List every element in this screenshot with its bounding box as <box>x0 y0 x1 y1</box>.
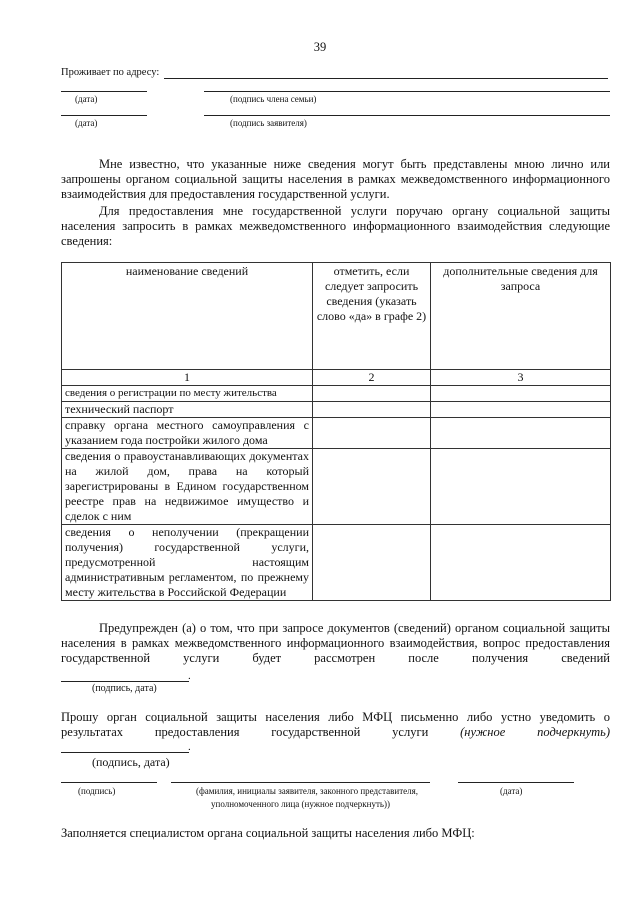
family-signature-label: (подпись члена семьи) <box>230 94 317 104</box>
paragraph-warning: Предупрежден (а) о том, что при запросе документов (сведений) органом социальной защиты населения в рамках межведомственного информационного взаимодействия, вопрос предоставления государственной услуги будет рассмотрен после получения сведений <box>61 621 610 665</box>
row-extra-cell[interactable] <box>431 449 611 525</box>
table-row <box>62 449 611 525</box>
row-extra-cell[interactable] <box>431 402 611 418</box>
address-label: Проживает по адресу: <box>61 67 160 78</box>
row-name: сведения о регистрации по месту жительства <box>62 386 313 402</box>
row-mark-cell[interactable] <box>313 402 431 418</box>
date-label-2: (дата) <box>75 118 98 128</box>
date-line-2 <box>61 115 147 116</box>
header-extra: дополнительные сведения для запроса <box>431 263 611 370</box>
signature-date-label-1: (подпись, дата) <box>92 683 157 694</box>
row-mark-cell[interactable] <box>313 418 431 449</box>
date-label-1: (дата) <box>75 94 98 104</box>
bottom-signature-label: (подпись) <box>78 786 116 796</box>
row-name: сведения о правоустанавливающих документах на жилой дом, права на который зарегистрированы в Едином государственном реестре прав на недвижимое имущество и сделок с ним <box>62 449 313 525</box>
request-table <box>61 262 611 601</box>
applicant-signature-label: (подпись заявителя) <box>230 118 307 128</box>
table-header-row <box>62 263 611 370</box>
bottom-date-line <box>458 782 574 783</box>
row-name: сведения о неполучении (прекращении получения) государственной услуги, предусмотренной настоящим административным регламентом, по прежнему месту жительства в Российской Федерации <box>62 525 313 601</box>
col-number: 3 <box>431 370 611 386</box>
paragraph-known-info: Мне известно, что указанные ниже сведения могут быть представлены мною лично или запрошены органом социальной защиты населения в рамках межведомственного информационного взаимодействия для предоставления государственной услуги. <box>61 157 610 201</box>
applicant-signature-line <box>204 115 610 116</box>
row-name: справку органа местного самоуправления с указанием года постройки жилого дома <box>62 418 313 449</box>
table-row <box>62 386 611 402</box>
paragraph-notify <box>61 710 610 740</box>
header-name: наименование сведений <box>62 263 313 370</box>
address-line <box>164 78 608 79</box>
table-row <box>62 525 611 601</box>
bottom-signature-line <box>61 782 157 783</box>
bottom-fio-label-2: уполномоченного лица (нужное подчеркнуть)) <box>211 799 390 809</box>
row-name: технический паспорт <box>62 402 313 418</box>
signature-line-1 <box>61 681 189 682</box>
page-number: 39 <box>313 40 327 54</box>
notify-text: Прошу орган социальной защиты населения либо МФЦ письменно либо устно уведомить о результатах предоставления государственной услуги <box>61 710 610 739</box>
row-mark-cell[interactable] <box>313 525 431 601</box>
table-row <box>62 402 611 418</box>
row-extra-cell[interactable] <box>431 418 611 449</box>
row-mark-cell[interactable] <box>313 449 431 525</box>
bottom-fio-line <box>171 782 430 783</box>
row-extra-cell[interactable] <box>431 386 611 402</box>
dot: . <box>188 741 191 753</box>
column-number-row <box>62 370 611 386</box>
col-number: 2 <box>313 370 431 386</box>
family-signature-line <box>204 91 610 92</box>
notify-italic: (нужное подчеркнуть) <box>460 725 611 739</box>
header-mark: отметить, если следует запросить сведения (указать слово «да» в графе 2) <box>313 263 431 370</box>
dot: . <box>188 670 191 682</box>
signature-date-label-2: (подпись, дата) <box>92 755 170 769</box>
date-line-1 <box>61 91 147 92</box>
table-row <box>62 418 611 449</box>
row-mark-cell[interactable] <box>313 386 431 402</box>
row-extra-cell[interactable] <box>431 525 611 601</box>
bottom-date-label: (дата) <box>500 786 523 796</box>
bottom-fio-label-1: (фамилия, инициалы заявителя, законного представителя, <box>195 786 419 796</box>
signature-line-2 <box>61 752 189 753</box>
col-number: 1 <box>62 370 313 386</box>
footer-text: Заполняется специалистом органа социальной защиты населения либо МФЦ: <box>61 826 475 840</box>
paragraph-request-info: Для предоставления мне государственной услуги поручаю органу социальной защиты населения запросить в рамках межведомственного информационного взаимодействия следующие сведения: <box>61 204 610 248</box>
